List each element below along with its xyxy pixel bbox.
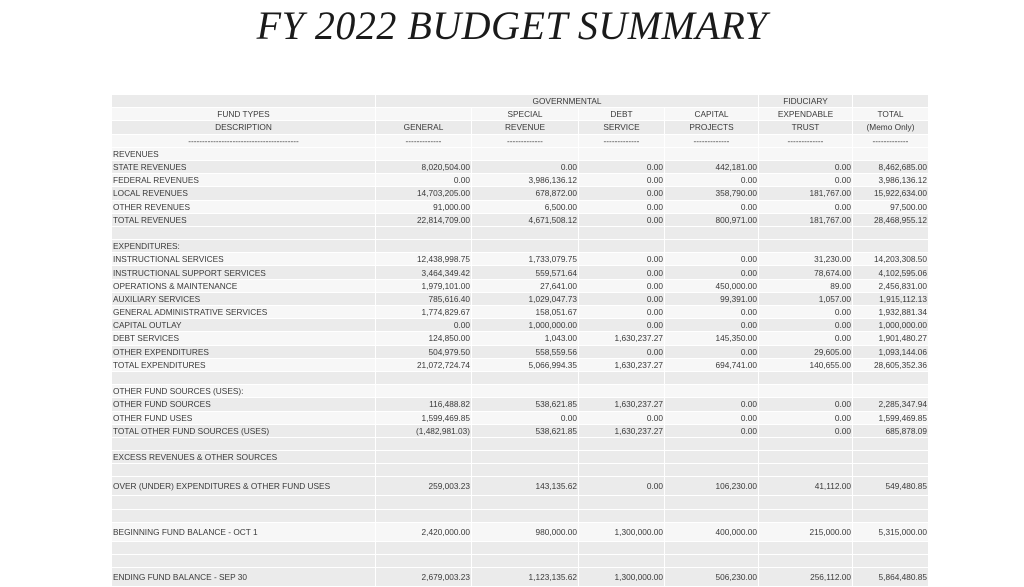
value-cell: 1,932,881.34 xyxy=(853,306,929,319)
value-cell: 2,420,000.00 xyxy=(376,523,472,542)
value-cell: 1,901,480.27 xyxy=(853,332,929,345)
row-label: TOTAL OTHER FUND SOURCES (USES) xyxy=(112,425,376,438)
value-cell xyxy=(472,496,579,509)
table-row xyxy=(112,451,929,464)
value-cell: 1,043.00 xyxy=(472,332,579,345)
table-row xyxy=(112,280,929,293)
value-cell: 0.00 xyxy=(665,425,759,438)
value-cell xyxy=(376,240,472,253)
header-cell: EXPENDABLE xyxy=(759,108,853,121)
value-cell: 0.00 xyxy=(472,161,579,174)
value-cell xyxy=(472,372,579,385)
row-label xyxy=(112,438,376,451)
value-cell xyxy=(376,227,472,240)
row-label: OTHER EXPENDITURES xyxy=(112,346,376,359)
value-cell: 78,674.00 xyxy=(759,266,853,279)
value-cell xyxy=(853,542,929,555)
value-cell xyxy=(376,542,472,555)
value-cell: 14,703,205.00 xyxy=(376,187,472,200)
value-cell: 0.00 xyxy=(376,174,472,187)
value-cell: 0.00 xyxy=(759,306,853,319)
value-cell: 2,679,003.23 xyxy=(376,568,472,587)
header-cell: FUND TYPES xyxy=(112,108,376,121)
value-cell xyxy=(579,438,665,451)
value-cell: 14,203,308.50 xyxy=(853,253,929,266)
value-cell: 0.00 xyxy=(579,293,665,306)
value-cell: 3,986,136.12 xyxy=(472,174,579,187)
header-fiduciary: FIDUCIARY xyxy=(759,95,853,108)
value-cell: 1,057.00 xyxy=(759,293,853,306)
value-cell xyxy=(853,510,929,523)
header-cell: PROJECTS xyxy=(665,121,759,134)
value-cell: 124,850.00 xyxy=(376,332,472,345)
value-cell xyxy=(665,510,759,523)
value-cell: 504,979.50 xyxy=(376,346,472,359)
value-cell xyxy=(665,542,759,555)
value-cell: 800,971.00 xyxy=(665,214,759,227)
value-cell xyxy=(376,510,472,523)
value-cell xyxy=(472,148,579,161)
value-cell xyxy=(853,240,929,253)
row-label: FEDERAL REVENUES xyxy=(112,174,376,187)
row-label xyxy=(112,510,376,523)
value-cell: 259,003.23 xyxy=(376,477,472,496)
value-cell: 97,500.00 xyxy=(853,201,929,214)
value-cell: 15,922,634.00 xyxy=(853,187,929,200)
value-cell: 0.00 xyxy=(759,201,853,214)
value-cell xyxy=(759,148,853,161)
value-cell xyxy=(853,464,929,477)
value-cell: 1,599,469.85 xyxy=(853,412,929,425)
value-cell xyxy=(472,385,579,398)
value-cell xyxy=(579,240,665,253)
value-cell xyxy=(472,227,579,240)
value-cell: 0.00 xyxy=(579,174,665,187)
spacer-row xyxy=(112,438,929,451)
value-cell: 4,102,595.06 xyxy=(853,266,929,279)
value-cell: 0.00 xyxy=(665,346,759,359)
value-cell xyxy=(853,451,929,464)
row-label: CAPITAL OUTLAY xyxy=(112,319,376,332)
header-cell: ------------- xyxy=(579,135,665,148)
value-cell: 559,571.64 xyxy=(472,266,579,279)
value-cell: 1,000,000.00 xyxy=(853,319,929,332)
row-label xyxy=(112,372,376,385)
spacer-row xyxy=(112,542,929,555)
value-cell: 506,230.00 xyxy=(665,568,759,587)
value-cell: 41,112.00 xyxy=(759,477,853,496)
table-row xyxy=(112,319,929,332)
value-cell xyxy=(472,464,579,477)
row-label xyxy=(112,227,376,240)
header-cell: ------------- xyxy=(376,135,472,148)
header-row-description xyxy=(112,121,929,134)
table-row xyxy=(112,201,929,214)
header-cell: GENERAL xyxy=(376,121,472,134)
row-label: EXPENDITURES: xyxy=(112,240,376,253)
value-cell: 538,621.85 xyxy=(472,398,579,411)
table-row xyxy=(112,266,929,279)
value-cell: 0.00 xyxy=(579,319,665,332)
value-cell: 1,979,101.00 xyxy=(376,280,472,293)
value-cell xyxy=(472,240,579,253)
value-cell: 0.00 xyxy=(759,332,853,345)
value-cell: 215,000.00 xyxy=(759,523,853,542)
header-cell: DEBT xyxy=(579,108,665,121)
row-label: LOCAL REVENUES xyxy=(112,187,376,200)
value-cell xyxy=(376,372,472,385)
value-cell: 29,605.00 xyxy=(759,346,853,359)
value-cell: 0.00 xyxy=(579,477,665,496)
value-cell: 0.00 xyxy=(579,412,665,425)
value-cell: 400,000.00 xyxy=(665,523,759,542)
value-cell: 28,468,955.12 xyxy=(853,214,929,227)
value-cell: 1,123,135.62 xyxy=(472,568,579,587)
header-cell: SERVICE xyxy=(579,121,665,134)
row-label: TOTAL REVENUES xyxy=(112,214,376,227)
header-cell xyxy=(853,95,929,108)
value-cell: 0.00 xyxy=(579,266,665,279)
value-cell: 0.00 xyxy=(759,161,853,174)
spacer-row xyxy=(112,510,929,523)
value-cell: 442,181.00 xyxy=(665,161,759,174)
table-row xyxy=(112,477,929,496)
header-governmental: GOVERNMENTAL xyxy=(376,95,759,108)
row-label: OTHER FUND SOURCES (USES): xyxy=(112,385,376,398)
row-label xyxy=(112,542,376,555)
value-cell xyxy=(853,372,929,385)
row-label: OTHER FUND SOURCES xyxy=(112,398,376,411)
value-cell xyxy=(472,510,579,523)
value-cell: 116,488.82 xyxy=(376,398,472,411)
header-cell: TRUST xyxy=(759,121,853,134)
value-cell xyxy=(665,555,759,568)
row-label xyxy=(112,464,376,477)
value-cell: 2,285,347.94 xyxy=(853,398,929,411)
value-cell: 0.00 xyxy=(376,319,472,332)
value-cell: 158,051.67 xyxy=(472,306,579,319)
value-cell xyxy=(759,555,853,568)
table-row xyxy=(112,293,929,306)
header-cell: ------------- xyxy=(472,135,579,148)
header-cell: DESCRIPTION xyxy=(112,121,376,134)
header-cell xyxy=(112,95,376,108)
spacer-row xyxy=(112,227,929,240)
value-cell xyxy=(853,385,929,398)
value-cell xyxy=(579,542,665,555)
value-cell: 0.00 xyxy=(579,253,665,266)
value-cell: 1,300,000.00 xyxy=(579,523,665,542)
spacer-row xyxy=(112,496,929,509)
value-cell: 3,986,136.12 xyxy=(853,174,929,187)
value-cell: 0.00 xyxy=(665,398,759,411)
value-cell: 143,135.62 xyxy=(472,477,579,496)
value-cell xyxy=(759,438,853,451)
value-cell: 0.00 xyxy=(665,253,759,266)
value-cell xyxy=(376,451,472,464)
value-cell xyxy=(472,542,579,555)
table-row xyxy=(112,187,929,200)
value-cell xyxy=(665,385,759,398)
value-cell: 0.00 xyxy=(579,161,665,174)
value-cell: 1,630,237.27 xyxy=(579,359,665,372)
value-cell xyxy=(579,227,665,240)
table-row xyxy=(112,523,929,542)
header-cell: ------------- xyxy=(853,135,929,148)
value-cell xyxy=(759,510,853,523)
value-cell: 358,790.00 xyxy=(665,187,759,200)
value-cell: 8,020,504.00 xyxy=(376,161,472,174)
header-cell: REVENUE xyxy=(472,121,579,134)
row-label: REVENUES xyxy=(112,148,376,161)
table-row xyxy=(112,253,929,266)
value-cell xyxy=(579,372,665,385)
value-cell: 140,655.00 xyxy=(759,359,853,372)
value-cell: 538,621.85 xyxy=(472,425,579,438)
value-cell: 5,864,480.85 xyxy=(853,568,929,587)
value-cell xyxy=(665,464,759,477)
table-row xyxy=(112,174,929,187)
table-row xyxy=(112,306,929,319)
value-cell: 1,093,144.06 xyxy=(853,346,929,359)
value-cell: 0.00 xyxy=(759,398,853,411)
value-cell: 0.00 xyxy=(759,319,853,332)
value-cell: 1,630,237.27 xyxy=(579,425,665,438)
value-cell xyxy=(665,148,759,161)
value-cell: 91,000.00 xyxy=(376,201,472,214)
table-row xyxy=(112,332,929,345)
value-cell: 0.00 xyxy=(759,412,853,425)
value-cell xyxy=(579,464,665,477)
value-cell xyxy=(759,372,853,385)
header-cell: ---------------------------------------- xyxy=(112,135,376,148)
table-row xyxy=(112,412,929,425)
value-cell: 0.00 xyxy=(579,214,665,227)
value-cell xyxy=(376,464,472,477)
value-cell: 549,480.85 xyxy=(853,477,929,496)
row-label: BEGINNING FUND BALANCE - OCT 1 xyxy=(112,523,376,542)
value-cell: 181,767.00 xyxy=(759,187,853,200)
row-label: INSTRUCTIONAL SUPPORT SERVICES xyxy=(112,266,376,279)
row-label: ENDING FUND BALANCE - SEP 30 xyxy=(112,568,376,587)
value-cell xyxy=(579,510,665,523)
row-label: OVER (UNDER) EXPENDITURES & OTHER FUND USES xyxy=(112,477,376,496)
value-cell: 0.00 xyxy=(579,306,665,319)
value-cell: 22,814,709.00 xyxy=(376,214,472,227)
value-cell: 31,230.00 xyxy=(759,253,853,266)
row-label xyxy=(112,555,376,568)
row-label: INSTRUCTIONAL SERVICES xyxy=(112,253,376,266)
value-cell: 0.00 xyxy=(579,346,665,359)
value-cell xyxy=(759,240,853,253)
value-cell: 4,671,508.12 xyxy=(472,214,579,227)
header-cell xyxy=(376,108,472,121)
header-row-dashes xyxy=(112,135,929,148)
page-title: FY 2022 BUDGET SUMMARY xyxy=(256,3,768,48)
value-cell xyxy=(759,227,853,240)
value-cell xyxy=(579,451,665,464)
value-cell: 5,315,000.00 xyxy=(853,523,929,542)
value-cell: 5,066,994.35 xyxy=(472,359,579,372)
value-cell: 450,000.00 xyxy=(665,280,759,293)
budget-table-body xyxy=(112,148,929,587)
value-cell: 1,000,000.00 xyxy=(472,319,579,332)
header-cell: ------------- xyxy=(759,135,853,148)
value-cell: 256,112.00 xyxy=(759,568,853,587)
value-cell: 106,230.00 xyxy=(665,477,759,496)
value-cell xyxy=(759,496,853,509)
value-cell xyxy=(853,496,929,509)
value-cell xyxy=(759,451,853,464)
table-row xyxy=(112,568,929,587)
value-cell: 0.00 xyxy=(665,319,759,332)
header-row-fund-group xyxy=(112,95,929,108)
row-label: OTHER REVENUES xyxy=(112,201,376,214)
table-row xyxy=(112,346,929,359)
value-cell: 1,599,469.85 xyxy=(376,412,472,425)
budget-summary-table xyxy=(112,95,929,587)
table-row xyxy=(112,385,929,398)
value-cell: 6,500.00 xyxy=(472,201,579,214)
value-cell: 980,000.00 xyxy=(472,523,579,542)
value-cell xyxy=(376,438,472,451)
value-cell: 1,774,829.67 xyxy=(376,306,472,319)
value-cell xyxy=(665,451,759,464)
value-cell: 1,300,000.00 xyxy=(579,568,665,587)
header-row-fund-types xyxy=(112,108,929,121)
value-cell: 0.00 xyxy=(579,201,665,214)
value-cell xyxy=(759,464,853,477)
value-cell xyxy=(579,385,665,398)
value-cell: 0.00 xyxy=(665,306,759,319)
row-label: EXCESS REVENUES & OTHER SOURCES xyxy=(112,451,376,464)
value-cell: 12,438,998.75 xyxy=(376,253,472,266)
value-cell xyxy=(376,496,472,509)
row-label: AUXILIARY SERVICES xyxy=(112,293,376,306)
value-cell: 0.00 xyxy=(665,201,759,214)
value-cell xyxy=(376,555,472,568)
row-label: GENERAL ADMINISTRATIVE SERVICES xyxy=(112,306,376,319)
value-cell: 145,350.00 xyxy=(665,332,759,345)
value-cell: 0.00 xyxy=(759,174,853,187)
value-cell xyxy=(579,555,665,568)
value-cell xyxy=(665,372,759,385)
value-cell xyxy=(472,451,579,464)
header-cell: TOTAL xyxy=(853,108,929,121)
value-cell xyxy=(579,148,665,161)
value-cell xyxy=(472,438,579,451)
value-cell: 181,767.00 xyxy=(759,214,853,227)
value-cell: 89.00 xyxy=(759,280,853,293)
value-cell xyxy=(665,227,759,240)
value-cell xyxy=(376,148,472,161)
value-cell xyxy=(759,385,853,398)
value-cell xyxy=(472,555,579,568)
spacer-row xyxy=(112,372,929,385)
header-cell: CAPITAL xyxy=(665,108,759,121)
row-label: TOTAL EXPENDITURES xyxy=(112,359,376,372)
row-label: DEBT SERVICES xyxy=(112,332,376,345)
value-cell: 1,630,237.27 xyxy=(579,332,665,345)
table-row xyxy=(112,240,929,253)
header-cell: ------------- xyxy=(665,135,759,148)
spacer-row xyxy=(112,555,929,568)
table-row xyxy=(112,398,929,411)
value-cell: 678,872.00 xyxy=(472,187,579,200)
value-cell: 785,616.40 xyxy=(376,293,472,306)
table-row xyxy=(112,425,929,438)
value-cell: 27,641.00 xyxy=(472,280,579,293)
value-cell: (1,482,981.03) xyxy=(376,425,472,438)
value-cell: 2,456,831.00 xyxy=(853,280,929,293)
value-cell: 1,915,112.13 xyxy=(853,293,929,306)
row-label: OPERATIONS & MAINTENANCE xyxy=(112,280,376,293)
value-cell xyxy=(665,496,759,509)
value-cell xyxy=(853,227,929,240)
value-cell: 0.00 xyxy=(665,412,759,425)
header-cell: (Memo Only) xyxy=(853,121,929,134)
value-cell: 8,462,685.00 xyxy=(853,161,929,174)
spacer-row xyxy=(112,464,929,477)
value-cell xyxy=(665,438,759,451)
value-cell xyxy=(376,385,472,398)
value-cell xyxy=(853,148,929,161)
value-cell: 0.00 xyxy=(579,280,665,293)
value-cell: 28,605,352.36 xyxy=(853,359,929,372)
value-cell: 694,741.00 xyxy=(665,359,759,372)
value-cell: 0.00 xyxy=(579,187,665,200)
table-row xyxy=(112,161,929,174)
value-cell: 1,630,237.27 xyxy=(579,398,665,411)
value-cell xyxy=(665,240,759,253)
value-cell: 558,559.56 xyxy=(472,346,579,359)
table-row xyxy=(112,359,929,372)
value-cell: 3,464,349.42 xyxy=(376,266,472,279)
value-cell xyxy=(579,496,665,509)
table-row xyxy=(112,148,929,161)
value-cell: 0.00 xyxy=(472,412,579,425)
value-cell xyxy=(853,555,929,568)
value-cell: 21,072,724.74 xyxy=(376,359,472,372)
value-cell: 1,029,047.73 xyxy=(472,293,579,306)
value-cell xyxy=(759,542,853,555)
value-cell: 0.00 xyxy=(759,425,853,438)
row-label: STATE REVENUES xyxy=(112,161,376,174)
row-label xyxy=(112,496,376,509)
value-cell: 99,391.00 xyxy=(665,293,759,306)
header-cell: SPECIAL xyxy=(472,108,579,121)
value-cell: 0.00 xyxy=(665,266,759,279)
value-cell: 0.00 xyxy=(665,174,759,187)
table-row xyxy=(112,214,929,227)
row-label: OTHER FUND USES xyxy=(112,412,376,425)
value-cell xyxy=(853,438,929,451)
value-cell: 685,878.09 xyxy=(853,425,929,438)
value-cell: 1,733,079.75 xyxy=(472,253,579,266)
